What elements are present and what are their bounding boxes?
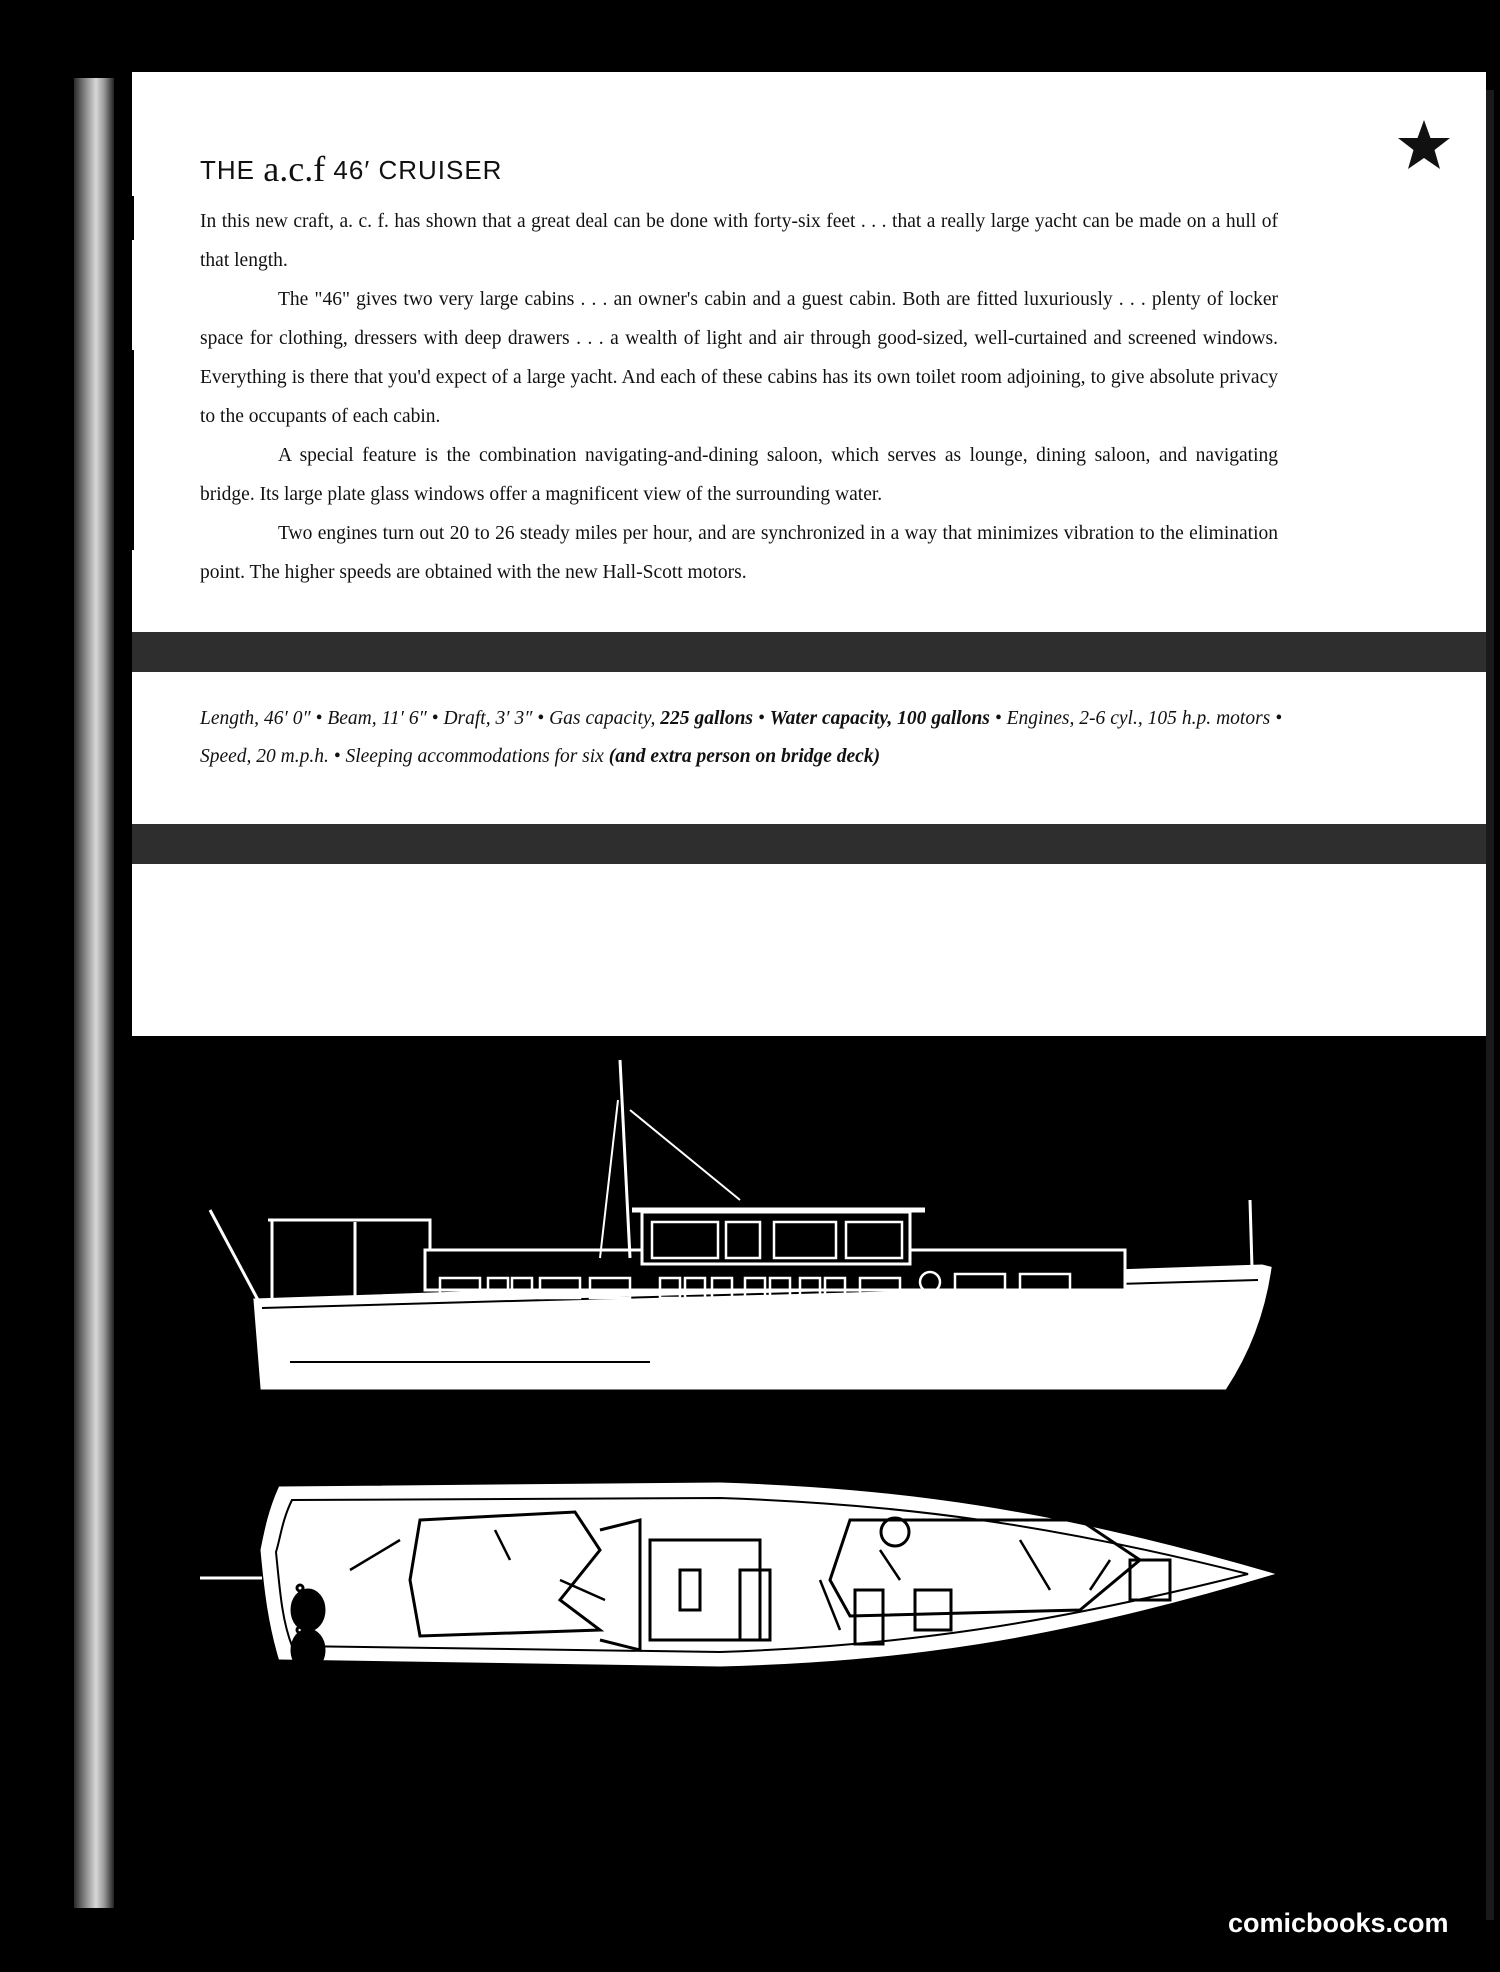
- spec-separator: •: [426, 708, 444, 729]
- paragraph: In this new craft, a. c. f. has shown that a great deal can be done with forty-six feet . . . that a really large yacht can be made on a hull of that length.: [200, 211, 1278, 271]
- spec-water-label: Water capacity,: [769, 708, 898, 729]
- watermark-text: comicbooks.com: [1228, 1908, 1449, 1938]
- spec-sleeping: Sleeping accommodations for six: [345, 746, 609, 767]
- title-suffix: 46′ CRUISER: [333, 155, 503, 185]
- spec-separator: •: [310, 708, 328, 729]
- spec-engines-value: 2-6 cyl., 105 h.p. motors: [1079, 708, 1271, 729]
- spec-engines-label: Engines,: [1006, 708, 1080, 729]
- acf-monogram: a.c.f: [263, 149, 326, 189]
- spec-gas-value: 225 gallons: [660, 708, 754, 729]
- spec-length: Length, 46′ 0″: [200, 708, 311, 729]
- deck-plan-drawing: [200, 1484, 1270, 1670]
- spec-water-value: 100 gallons: [897, 708, 990, 729]
- spec-beam: Beam, 11′ 6″: [327, 708, 427, 729]
- spec-separator: •: [753, 708, 770, 729]
- spec-separator: •: [1270, 708, 1283, 729]
- paragraph: Two engines turn out 20 to 26 steady miles per hour, and are synchronized in a way that minimizes vibration to the elimination point. The higher speeds are obtained with the new Hall-Scott motors.: [200, 523, 1278, 583]
- paragraph: The "46" gives two very large cabins . . . an owner's cabin and a guest cabin. Both are fitted luxuriously . . . plenty of locker space for clothing, dressers with deep drawers . . . a wealth of light and air through good-sized, well-curtained and screened windows. Everything is there that you'd expect of a large yacht. And each of these cabins has its own toilet room adjoining, to give absolute privacy to the occupants of each cabin.: [200, 289, 1278, 427]
- spec-speed: Speed, 20 m.p.h.: [200, 746, 329, 767]
- side-elevation-drawing: [210, 1060, 1270, 1388]
- spec-separator: •: [989, 708, 1007, 729]
- spec-draft: Draft, 3′ 3″: [443, 708, 533, 729]
- spec-separator: •: [328, 746, 346, 767]
- spec-sleeping-note: (and extra person on bridge deck): [608, 746, 881, 767]
- spec-gas-label: Gas capacity,: [549, 708, 661, 729]
- spec-separator: •: [532, 708, 550, 729]
- title-prefix: THE: [200, 155, 255, 185]
- paragraph: A special feature is the combination navigating-and-dining saloon, which serves as lounge, dining saloon, and navigating bridge. Its large plate glass windows offer a magnificent view of the surrounding water.: [200, 445, 1278, 505]
